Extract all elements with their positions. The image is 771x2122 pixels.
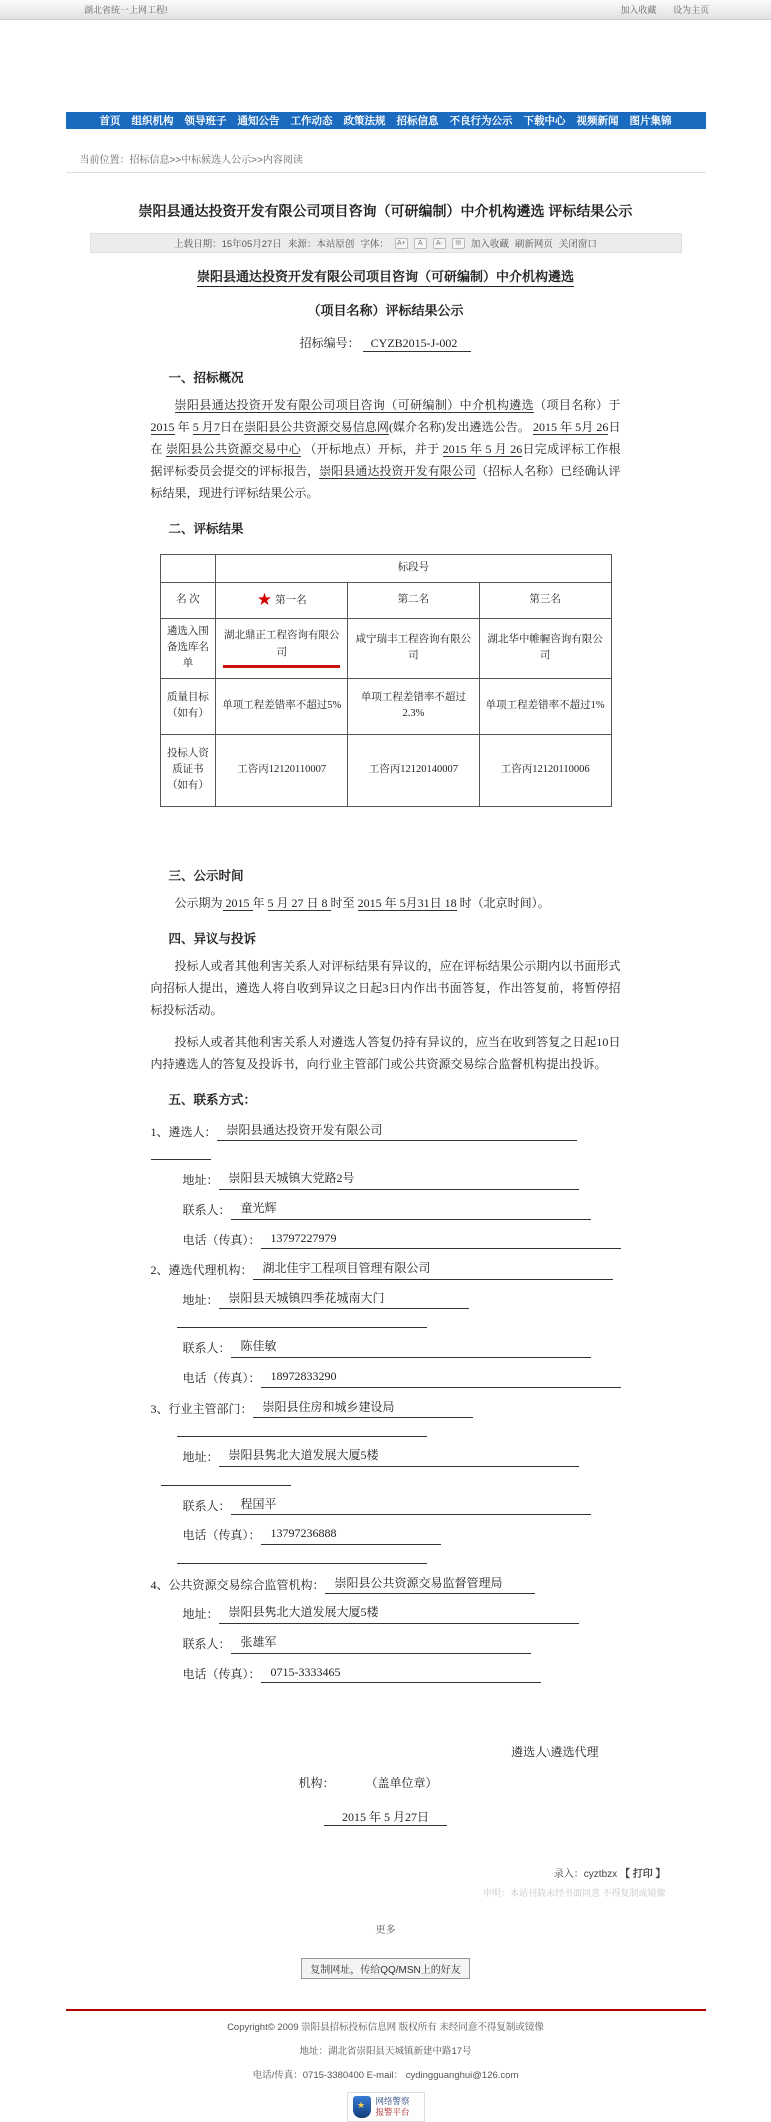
document-subtitle: （项目名称）评标结果公示 [307, 303, 464, 319]
breadcrumb-path[interactable]: 招标信息>>中标候选人公示>>内容阅读 [129, 155, 303, 166]
contact1-value: 崇阳县通达投资开发有限公司 [217, 1121, 577, 1142]
rank-label-cell: 名 次 [160, 582, 216, 618]
contact3-address-value: 崇阳县隽北大道发展大厦5楼 [219, 1446, 579, 1467]
nav-item-video-news[interactable]: 视频新闻 [576, 115, 619, 127]
add-favorite-action[interactable]: 加入收藏 [470, 239, 509, 250]
entry-print-line [66, 1865, 706, 1880]
contact4-person-value: 张雄军 [231, 1633, 531, 1654]
footer-copyright: Copyright© 2009 崇阳县招标投标信息网 版权所有 未经同意不得复制或镜像 [227, 2022, 544, 2034]
blank-underline [161, 1485, 291, 1486]
rank-first-cell: ★ 第一名 [216, 582, 348, 618]
contact4-address-label: 地址： [182, 1607, 219, 1622]
contact1-address-label: 地址： [182, 1173, 219, 1188]
set-homepage-link[interactable]: 设为主页 [672, 5, 709, 15]
contact2-person-value: 陈佳敏 [231, 1337, 591, 1358]
blank-underline [177, 1327, 427, 1328]
font-default-icon[interactable]: A [414, 238, 427, 249]
section4-heading: 四、异议与投诉 [168, 932, 257, 946]
announcement-document [151, 267, 621, 1827]
section3-paragraph: 公示期为 2015 年 5 月 27 日 8 时至 2015 年 5月31日 18 时（北京时间）。 [174, 896, 550, 910]
police-line2: 报警平台 [375, 2106, 410, 2117]
contact-item-agency [151, 1259, 621, 1387]
document-title: 崇阳县通达投资开发有限公司项目咨询（可研编制）中介机构遴选 [151, 267, 621, 287]
nav-item-work-news[interactable]: 工作动态 [290, 115, 333, 127]
print-button[interactable]: 【 打印 】 [619, 1869, 666, 1881]
font-decrease-icon[interactable]: A- [433, 238, 446, 249]
nav-item-policies[interactable]: 政策法规 [343, 115, 386, 127]
section5-heading: 五、联系方式： [168, 1093, 257, 1108]
section-number-header: 标段号 [216, 554, 611, 582]
contact3-person-value: 程国平 [231, 1495, 591, 1516]
nav-item-home[interactable]: 首页 [99, 115, 121, 127]
police-line1: 网络警察 [375, 2095, 410, 2106]
article-meta-bar [90, 233, 682, 253]
cert-second-cell: 工咨丙12120140007 [348, 734, 480, 806]
contact4-person-label: 联系人： [182, 1637, 231, 1652]
email-icon[interactable]: ✉ [452, 238, 465, 249]
section4-paragraph2: 投标人或者其他利害关系人对遴选人答复仍持有异议的，应当在收到答复之日起10日内持遴选人的答复及投诉书，向行业主管部门或公共资源交易综合监督机构提出投诉。 [150, 1035, 621, 1072]
contact2-address-value: 崇阳县天城镇四季花城南大门 [219, 1289, 469, 1310]
bid-number-line [151, 334, 621, 353]
bid-number-label: 招标编号： [299, 336, 360, 351]
contact1-phone-label: 电话（传真）： [182, 1232, 261, 1247]
signature-date: 2015 年 5 月27日 [151, 1808, 621, 1827]
contact3-label: 行业主管部门： [168, 1401, 253, 1416]
quality-first-cell: 单项工程差错率不超过5% [216, 678, 348, 734]
breadcrumb-label: 当前位置： [79, 155, 130, 166]
contact4-phone-label: 电话（传真）： [182, 1666, 261, 1681]
contact3-phone-label: 电话（传真）： [182, 1528, 261, 1543]
topbar-site-label: 湖北省统一上网工程! [84, 5, 168, 15]
topbar-links [606, 3, 709, 16]
contact2-person-label: 联系人： [182, 1341, 231, 1356]
cert-label-cell: 投标人资质证书（如有） [160, 734, 216, 806]
blank-underline [151, 1159, 211, 1160]
signature-org-label: 机构： [298, 1775, 335, 1790]
nav-item-bad-behavior[interactable]: 不良行为公示 [449, 115, 513, 127]
cert-first-cell: 工咨丙12120110007 [216, 734, 348, 806]
blank-underline [177, 1563, 427, 1564]
contact2-phone-value: 18972833290 [261, 1367, 621, 1388]
article-source: 来源：本站原创 [287, 239, 355, 250]
contact1-number: 1、 [150, 1124, 169, 1139]
winner-red-underline [223, 665, 340, 668]
contact3-number: 3、 [150, 1401, 169, 1416]
quality-third-cell: 单项工程差错率不超过1% [479, 678, 611, 734]
cert-third-cell: 工咨丙12120110006 [479, 734, 611, 806]
breadcrumb [66, 147, 706, 173]
page-title: 崇阳县通达投资开发有限公司项目咨询（可研编制）中介机构遴选 评标结果公示 [138, 203, 633, 219]
section1-heading: 一、招标概况 [168, 370, 244, 385]
contact1-label: 遴选人： [168, 1124, 217, 1139]
contact2-label: 遴选代理机构： [168, 1263, 253, 1278]
signature-party: 遴选人\遴选代理 [511, 1745, 599, 1760]
entered-by: 录入：cyztbzx [553, 1869, 618, 1881]
contact1-person-label: 联系人： [182, 1202, 231, 1217]
refresh-page-action[interactable]: 刷新网页 [514, 239, 553, 250]
shortlist-label-cell: 遴选入围备选库名单 [160, 618, 216, 678]
quality-label-cell: 质量目标（如有） [160, 678, 216, 734]
table-corner-cell [160, 554, 216, 582]
contact4-label: 公共资源交易综合监管机构： [168, 1577, 325, 1592]
signature-block [151, 1743, 621, 1827]
section3-heading: 三、公示时间 [168, 868, 244, 883]
signature-org-line [151, 1774, 621, 1793]
more-link[interactable]: 更多 [375, 1925, 396, 1937]
copy-disclaimer: 申明：本站刊载未经书面同意 不得复制或镜像 [482, 1888, 666, 1899]
quality-second-cell: 单项工程差错率不超过2.3% [348, 678, 480, 734]
close-window-action[interactable]: 关闭窗口 [558, 239, 597, 250]
section4-paragraph1: 投标人或者其他利害关系人对评标结果有异议的，应在评标结果公示期内以书面形式向招标人提出，遴选人将自收到异议之日起3日内作出书面答复，作出答复前，将暂停招标投标活动。 [150, 959, 621, 1018]
browser-topbar [0, 0, 771, 20]
company-first-cell: 湖北鼎正工程咨询有限公司 [216, 618, 348, 678]
nav-item-bid-info[interactable]: 招标信息 [396, 115, 439, 127]
nav-item-notices[interactable]: 通知公告 [237, 115, 280, 127]
contact2-value: 湖北佳宇工程项目管理有限公司 [253, 1259, 613, 1280]
nav-item-leadership[interactable]: 领导班子 [184, 115, 227, 127]
main-nav [66, 112, 706, 129]
police-shield-icon [353, 2096, 371, 2118]
contact3-phone-value: 13797236888 [261, 1524, 441, 1545]
contact3-value: 崇阳县住房和城乡建设局 [253, 1398, 473, 1419]
font-size-label: 字体： [360, 239, 389, 250]
upload-date: 上载日期：15年05月27日 [174, 239, 282, 250]
contact3-person-label: 联系人： [182, 1498, 231, 1513]
blank-underline [177, 1436, 427, 1437]
cyber-police-badge[interactable] [347, 2092, 425, 2122]
section2-heading: 二、评标结果 [168, 522, 244, 537]
contact4-number: 4、 [150, 1577, 169, 1592]
contact4-value: 崇阳县公共资源交易监督管理局 [325, 1574, 535, 1595]
footer-address: 地址：湖北省崇阳县天城镇新建中路17号 [299, 2046, 472, 2058]
contact1-address-value: 崇阳县天城镇大党路2号 [219, 1169, 579, 1190]
font-increase-icon[interactable]: A+ [395, 238, 408, 249]
add-favorite-link[interactable]: 加入收藏 [620, 5, 657, 15]
contact1-phone-value: 13797227979 [261, 1229, 621, 1250]
company-third-cell: 湖北华中帷幄咨询有限公司 [479, 618, 611, 678]
contact-item-authority [151, 1398, 621, 1564]
nav-item-photo-gallery[interactable]: 图片集锦 [629, 115, 672, 127]
contact3-address-label: 地址： [182, 1450, 219, 1465]
site-footer [66, 2009, 706, 2122]
section1-paragraph: 崇阳县通达投资开发有限公司项目咨询（可研编制）中介机构遴选（项目名称）于 2015 年 5 月7日在崇阳县公共资源交易信息网(媒介名称)发出遴选公告。 2015 年 5月 26日在 崇阳县公共资源交易中心 （开标地点）开标，并于 2015 年 5 月 26日完成评标工作根据评标委员会提交的评标报告，崇阳县通达投资开发有限公司（招标人名称）已经确认评标结果，现进行评标结果公示。 [150, 398, 621, 501]
evaluation-result-table [160, 554, 612, 807]
company-second-cell: 咸宁瑞丰工程咨询有限公司 [348, 618, 480, 678]
rank-third-cell: 第三名 [479, 582, 611, 618]
contact2-phone-label: 电话（传真）： [182, 1370, 261, 1385]
contact2-address-label: 地址： [182, 1292, 219, 1307]
contact4-address-value: 崇阳县隽北大道发展大厦5楼 [219, 1603, 579, 1624]
footer-divider [66, 2009, 706, 2011]
contact4-phone-value: 0715-3333465 [261, 1663, 541, 1684]
rank-second-cell: 第二名 [348, 582, 480, 618]
contact-item-supervision [151, 1574, 621, 1683]
share-qq-msn-button[interactable]: 复制网址，传给QQ/MSN上的好友 [301, 1958, 470, 1979]
footer-contact: 电话/传真：0715-3380400 E-mail： cydingguanghui@126.com [252, 2070, 519, 2082]
nav-item-downloads[interactable]: 下载中心 [523, 115, 566, 127]
bid-number-value: CYZB2015-J-002 [363, 336, 472, 352]
banner-placeholder [0, 20, 771, 112]
contact2-number: 2、 [150, 1263, 169, 1278]
signature-seal-note: （盖单位章） [365, 1775, 438, 1790]
contact-item-selector [151, 1121, 621, 1249]
nav-item-organization[interactable]: 组织机构 [131, 115, 174, 127]
winner-star-icon: ★ [256, 589, 273, 609]
contact1-person-value: 童光辉 [231, 1199, 591, 1220]
